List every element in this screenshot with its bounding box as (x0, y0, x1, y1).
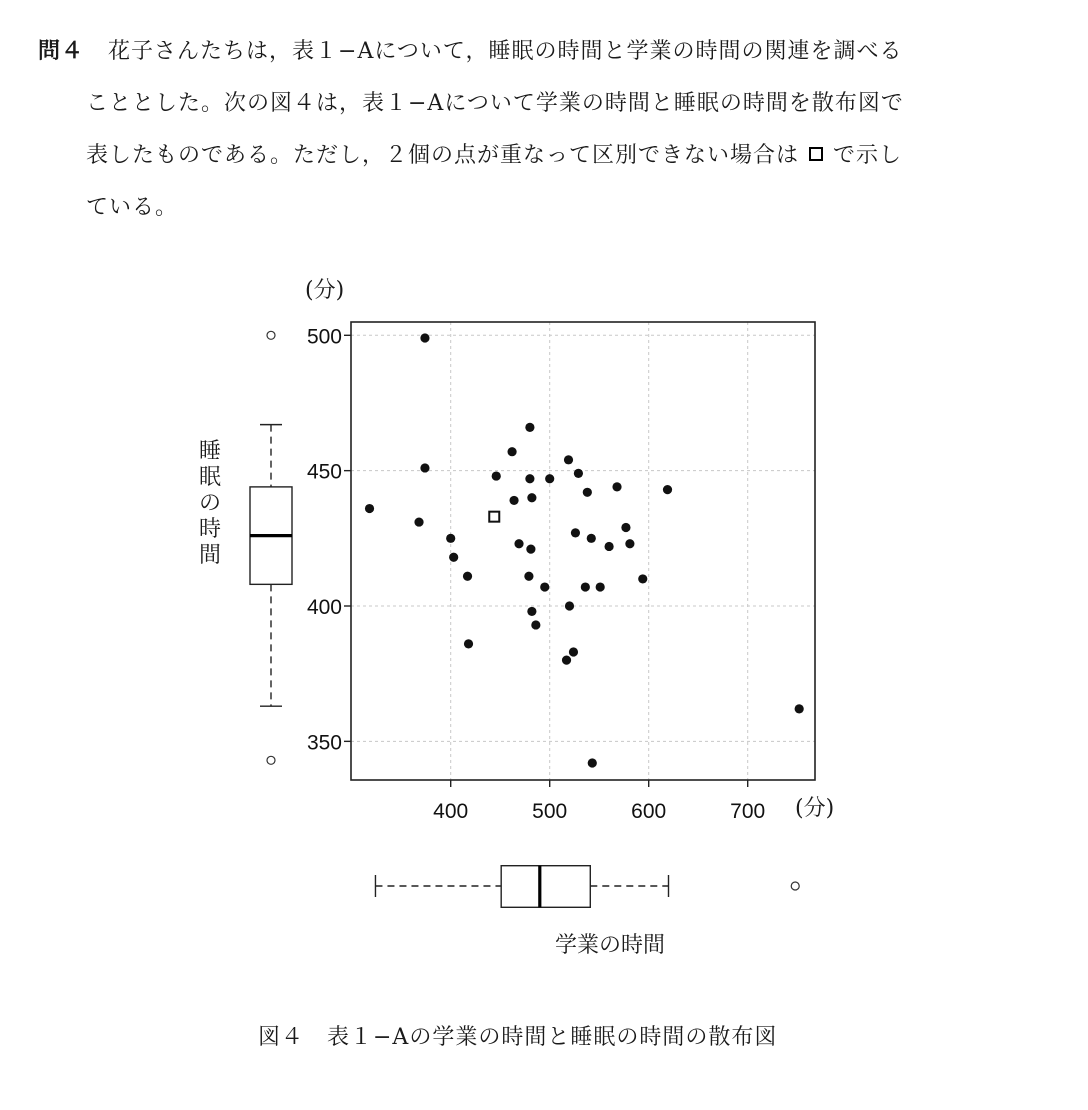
y-tick-label: 500 (306, 325, 342, 349)
data-point (562, 656, 571, 665)
question-line-1: 問４ 花子さんたちは，表１−Aについて，睡眠の時間と学業の時間の関連を調べる (38, 39, 903, 64)
outlier-point (791, 882, 799, 890)
data-point (414, 517, 423, 526)
sleep-boxplot (250, 331, 292, 764)
x-tick-label: 500 (532, 800, 568, 823)
data-point (463, 572, 472, 581)
data-point (605, 542, 614, 551)
data-point (492, 471, 501, 480)
y-tick-label: 350 (306, 731, 342, 755)
data-point (420, 463, 429, 472)
data-points (365, 333, 804, 767)
y-axis-label-char: 時 (198, 517, 222, 542)
data-point (446, 534, 455, 543)
y-tick-label: 450 (306, 460, 342, 484)
plot-frame (351, 322, 815, 780)
question-line-4: ている。 (86, 195, 179, 220)
study-boxplot (375, 866, 799, 908)
question-number: 問４ (38, 39, 85, 64)
y-axis-label-char: 間 (198, 543, 222, 568)
data-point (545, 474, 554, 483)
y-axis-label-char: 眠 (198, 465, 222, 490)
data-point (638, 574, 647, 583)
data-point (612, 482, 621, 491)
data-point (587, 534, 596, 543)
data-point (449, 553, 458, 562)
outlier-point (267, 331, 275, 339)
data-point (514, 539, 523, 548)
data-point (507, 447, 516, 456)
data-point (531, 620, 540, 629)
box (501, 866, 590, 908)
data-point (564, 455, 573, 464)
axis-ticks (307, 325, 765, 823)
data-point (625, 539, 634, 548)
data-point (569, 647, 578, 656)
data-point (621, 523, 630, 532)
data-point (524, 572, 533, 581)
grid-lines (351, 322, 815, 780)
data-point (583, 488, 592, 497)
overlap-point (489, 512, 499, 522)
question-line-3: 表したものである。ただし，２個の点が重なって区別できない場合は で示し (86, 143, 903, 168)
data-point (527, 607, 536, 616)
question-line-2: こととした。次の図４は，表１−Aについて学業の時間と睡眠の時間を散布図で (86, 91, 904, 116)
data-point (420, 333, 429, 342)
data-point (588, 758, 597, 767)
data-point (527, 493, 536, 502)
x-tick-label: 600 (631, 800, 667, 823)
x-unit-label: (分) (795, 796, 835, 821)
outlier-point (267, 756, 275, 764)
x-tick-label: 700 (730, 800, 766, 823)
y-tick-label: 400 (306, 596, 342, 619)
data-point (596, 582, 605, 591)
data-point (795, 704, 804, 713)
y-axis-label (199, 439, 221, 568)
data-point (509, 496, 518, 505)
data-point (574, 469, 583, 478)
x-tick-label: 400 (433, 800, 469, 823)
figure-caption: 図４ 表１−Aの学業の時間と睡眠の時間の散布図 (258, 1025, 778, 1050)
data-point (581, 582, 590, 591)
data-point (525, 474, 534, 483)
y-unit-label: (分) (305, 278, 345, 303)
data-point (464, 639, 473, 648)
data-point (663, 485, 672, 494)
y-axis-label-char: の (198, 491, 222, 516)
x-axis-label: 学業の時間 (554, 933, 666, 958)
data-point (571, 528, 580, 537)
y-axis-label-char: 睡 (198, 439, 222, 464)
data-point (565, 601, 574, 610)
data-point (525, 423, 534, 432)
data-point (365, 504, 374, 513)
data-point (540, 582, 549, 591)
data-point (526, 545, 535, 554)
